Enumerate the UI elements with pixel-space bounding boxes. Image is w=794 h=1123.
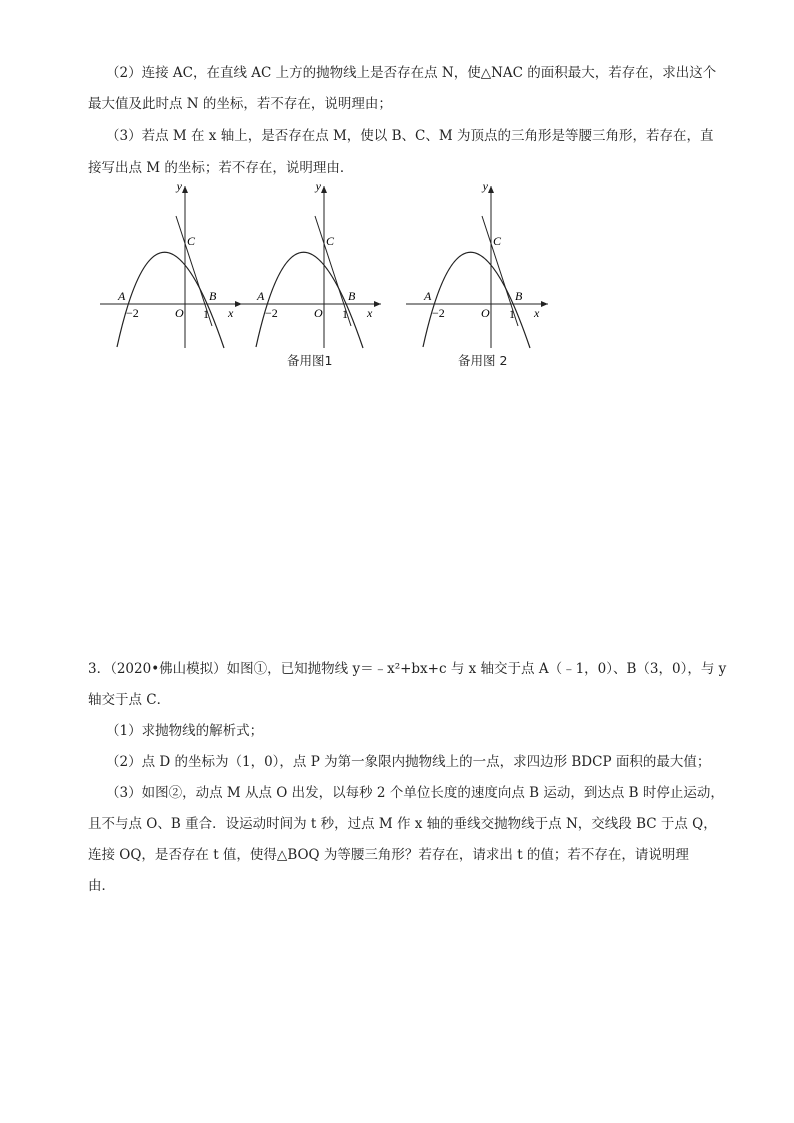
point-c-label: C bbox=[493, 234, 502, 248]
tick-neg2-label: −2 bbox=[432, 306, 445, 320]
parabola-figure-main bbox=[96, 180, 246, 350]
parabola-curve bbox=[256, 252, 363, 348]
tick-1-label: 1 bbox=[509, 307, 515, 321]
point-a-label: A bbox=[257, 289, 265, 303]
tick-neg2-label: −2 bbox=[265, 306, 278, 320]
y-axis-label: y bbox=[482, 179, 488, 193]
problem3-line1: 3．（2020•佛山模拟）如图①，已知抛物线 y＝﹣x²+bx+c 与 x 轴交于点 A（﹣1，0）、B（3，0），与 y bbox=[88, 661, 727, 677]
problem3-line2: 轴交于点 C． bbox=[88, 692, 171, 708]
point-c-label: C bbox=[187, 234, 196, 248]
problem3-part2: （2）点 D 的坐标为（1，0），点 P 为第一象限内抛物线上的一点，求四边形 BDCP 面积的最大值； bbox=[106, 754, 711, 770]
x-axis-label: x bbox=[534, 306, 540, 320]
parabola-curve bbox=[117, 252, 224, 348]
origin-label: O bbox=[314, 306, 323, 320]
x-axis-label: x bbox=[367, 306, 373, 320]
figure-caption-spare-2: 备用图 2 bbox=[458, 353, 508, 368]
point-a-label: A bbox=[424, 289, 432, 303]
point-b-label: B bbox=[348, 289, 356, 303]
y-axis-label: y bbox=[176, 179, 182, 193]
problem3-part1: （1）求抛物线的解析式； bbox=[106, 723, 264, 739]
parabola-figure-spare-1 bbox=[235, 180, 385, 350]
problem2-part3-line2: 接写出点 M 的坐标；若不存在，说明理由． bbox=[88, 160, 354, 176]
problem2-part3-line1: （3）若点 M 在 x 轴上，是否存在点 M，使以 B、C、M 为顶点的三角形是等腰三角形，若存在，直 bbox=[106, 128, 714, 144]
parabola-figure-spare-2 bbox=[402, 180, 552, 350]
problem3-part3-line4: 由． bbox=[88, 878, 115, 894]
problem3-part3-line3: 连接 OQ，是否存在 t 值，使得△BOQ 为等腰三角形？若存在，请求出 t 的值；若不存在，请说明理 bbox=[88, 847, 689, 863]
x-axis-label: x bbox=[228, 306, 234, 320]
point-a-label: A bbox=[118, 289, 126, 303]
point-b-label: B bbox=[209, 289, 217, 303]
x-axis-arrow bbox=[541, 301, 548, 307]
figure-caption-spare-1: 备用图1 bbox=[287, 353, 333, 368]
point-b-label: B bbox=[515, 289, 523, 303]
parabola-curve bbox=[423, 252, 530, 348]
point-c-label: C bbox=[326, 234, 335, 248]
problem3-part3-line1: （3）如图②，动点 M 从点 O 出发，以每秒 2 个单位长度的速度向点 B 运动，到达点 B 时停止运动， bbox=[106, 785, 724, 801]
y-axis-arrow bbox=[321, 186, 327, 193]
y-axis-arrow bbox=[488, 186, 494, 193]
tick-1-label: 1 bbox=[342, 307, 348, 321]
x-axis-arrow bbox=[374, 301, 381, 307]
y-axis-arrow bbox=[182, 186, 188, 193]
y-axis-label: y bbox=[315, 179, 321, 193]
problem2-part2-line1: （2）连接 AC，在直线 AC 上方的抛物线上是否存在点 N，使△NAC 的面积最大，若存在，求出这个 bbox=[106, 65, 717, 81]
origin-label: O bbox=[175, 306, 184, 320]
problem3-part3-line2: 且不与点 O、B 重合．设运动时间为 t 秒，过点 M 作 x 轴的垂线交抛物线于点 N，交线段 BC 于点 Q， bbox=[88, 816, 717, 832]
origin-label: O bbox=[481, 306, 490, 320]
tick-1-label: 1 bbox=[203, 307, 209, 321]
tick-neg2-label: −2 bbox=[126, 306, 139, 320]
problem2-part2-line2: 最大值及此时点 N 的坐标，若不存在，说明理由； bbox=[88, 96, 392, 112]
